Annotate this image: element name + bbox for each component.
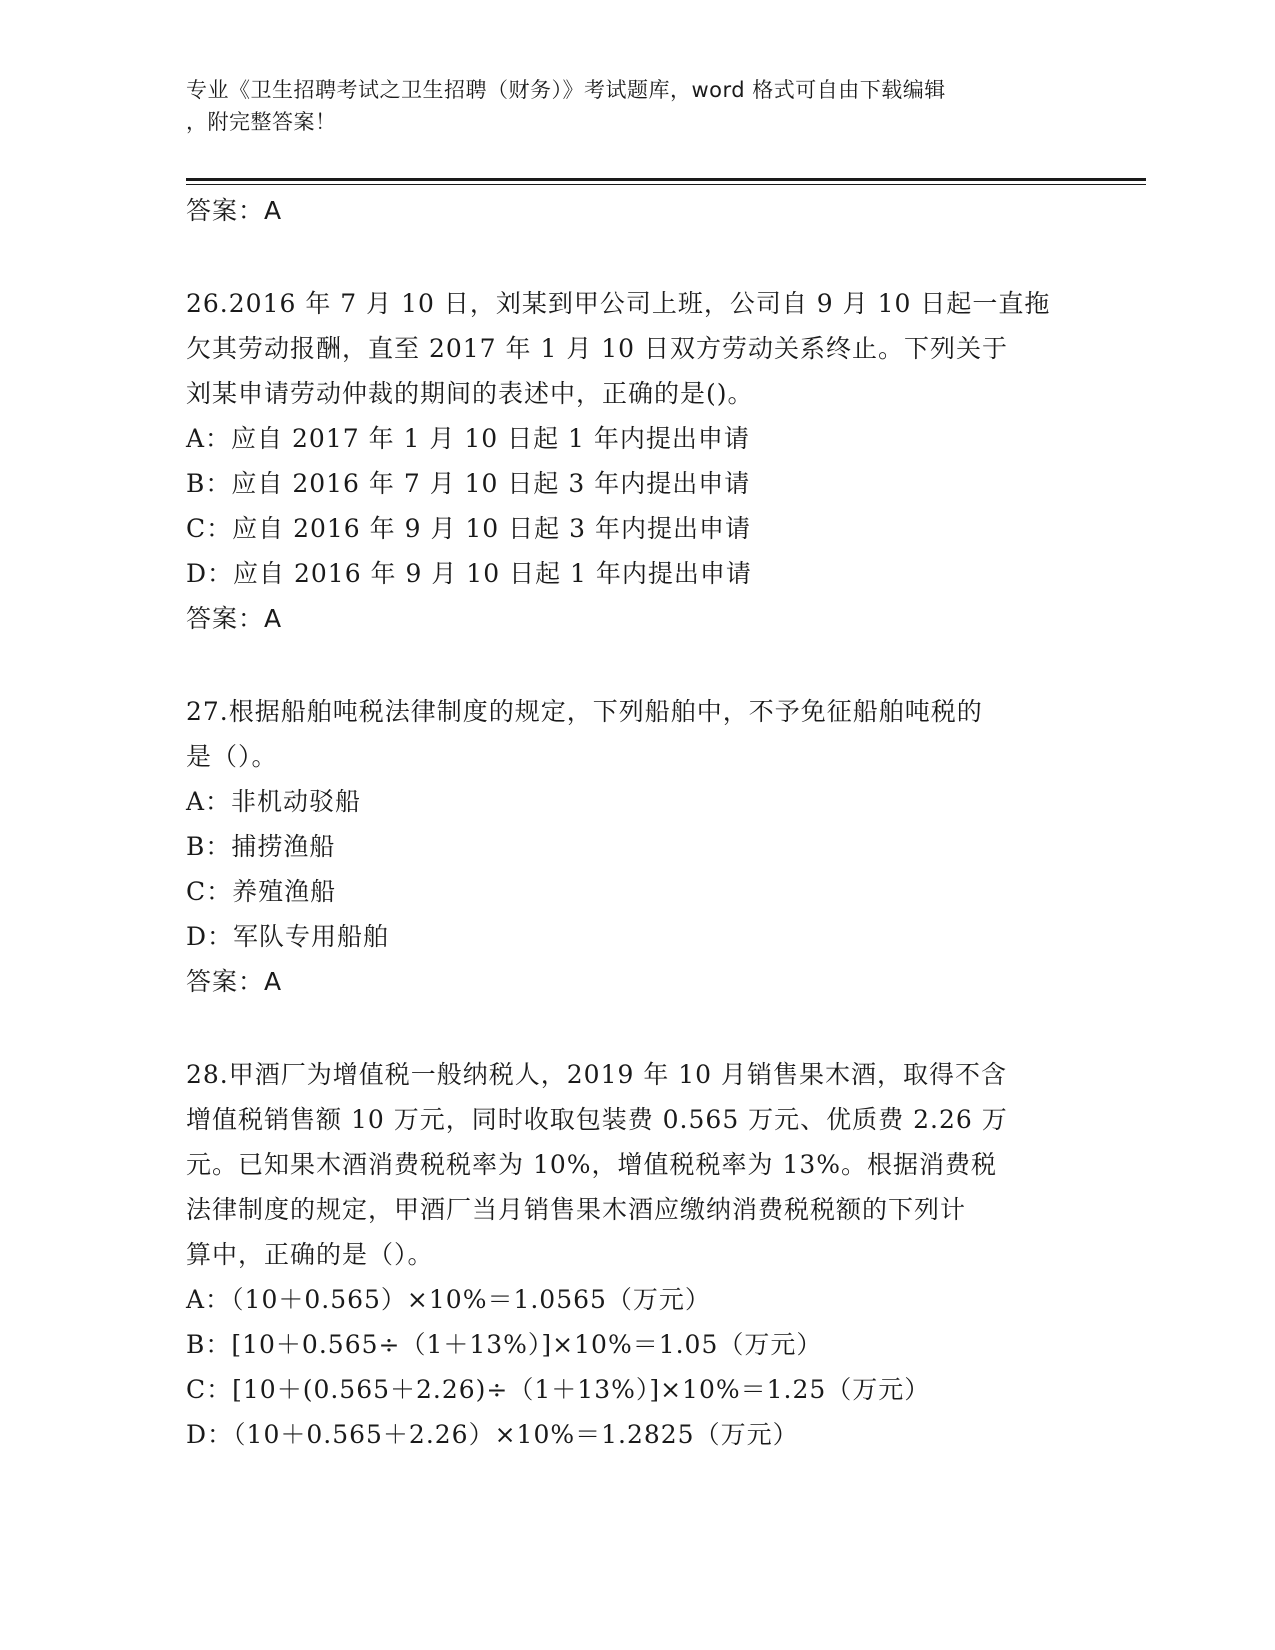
document-body <box>186 188 1086 1457</box>
question-stem-line: 是（）。 <box>186 742 278 771</box>
header-line-1: 专业《卫生招聘考试之卫生招聘（财务）》考试题库，word 格式可自由下载编辑 <box>186 78 946 102</box>
option-c: C：[10＋(0.565＋2.26)÷（1＋13%）]×10%＝1.25（万元） <box>186 1375 931 1404</box>
option-d: D：应自 2016 年 9 月 10 日起 1 年内提出申请 <box>186 559 752 588</box>
question-stem-line: 26.2016 年 7 月 10 日，刘某到甲公司上班，公司自 9 月 10 日起一直拖 <box>186 289 1051 318</box>
question-stem-line: 欠其劳动报酬，直至 2017 年 1 月 10 日双方劳动关系终止。下列关于 <box>186 334 1009 363</box>
question-stem-line: 27.根据船舶吨税法律制度的规定，下列船舶中，不予免征船舶吨税的 <box>186 697 983 726</box>
answer-line: 答案：A <box>186 604 283 633</box>
page-header <box>186 74 1066 138</box>
option-d: D：军队专用船舶 <box>186 922 390 951</box>
option-a: A：应自 2017 年 1 月 10 日起 1 年内提出申请 <box>186 424 750 453</box>
option-b: B：应自 2016 年 7 月 10 日起 3 年内提出申请 <box>186 469 751 498</box>
previous-answer: 答案：A <box>186 196 283 225</box>
header-rule-thin <box>186 184 1146 185</box>
option-b: B：捕捞渔船 <box>186 832 336 861</box>
option-c: C：应自 2016 年 9 月 10 日起 3 年内提出申请 <box>186 514 751 543</box>
question-stem-line: 增值税销售额 10 万元，同时收取包装费 0.565 万元、优质费 2.26 万 <box>186 1105 1008 1134</box>
question-stem-line: 刘某申请劳动仲裁的期间的表述中，正确的是()。 <box>186 379 754 408</box>
option-a: A：（10＋0.565）×10%＝1.0565（万元） <box>186 1285 711 1314</box>
option-b: B：[10＋0.565÷（1＋13%）]×10%＝1.05（万元） <box>186 1330 823 1359</box>
question-stem-line: 算中，正确的是（）。 <box>186 1240 434 1269</box>
header-line-2: ，附完整答案！ <box>186 110 337 134</box>
question-stem-line: 法律制度的规定，甲酒厂当月销售果木酒应缴纳消费税税额的下列计 <box>186 1195 967 1224</box>
question-26 <box>186 281 1086 641</box>
question-27 <box>186 689 1086 1004</box>
question-stem-line: 28.甲酒厂为增值税一般纳税人，2019 年 10 月销售果木酒，取得不含 <box>186 1060 1008 1089</box>
header-rule-thick <box>186 178 1146 181</box>
answer-line: 答案：A <box>186 967 283 996</box>
option-c: C：养殖渔船 <box>186 877 337 906</box>
question-stem-line: 元。已知果木酒消费税税率为 10%，增值税税率为 13%。根据消费税 <box>186 1150 998 1179</box>
question-28 <box>186 1052 1086 1457</box>
option-d: D：（10＋0.565＋2.26）×10%＝1.2825（万元） <box>186 1420 799 1449</box>
option-a: A：非机动驳船 <box>186 787 362 816</box>
